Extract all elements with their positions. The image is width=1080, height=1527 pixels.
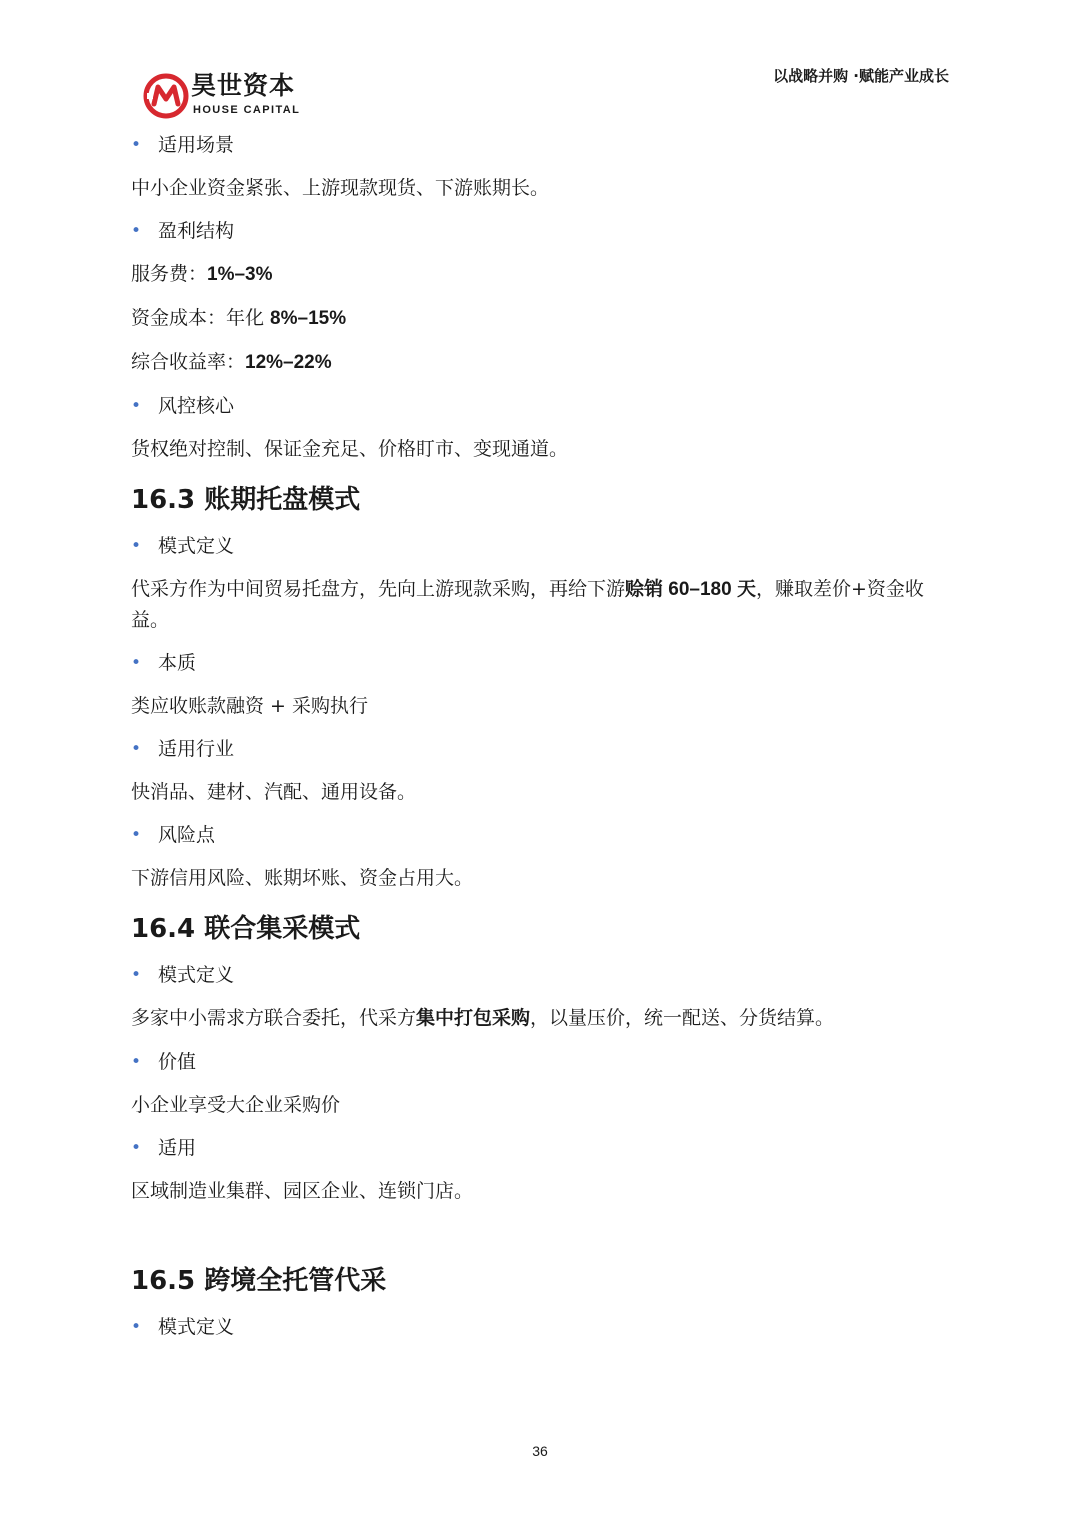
bullet-nature (131, 648, 951, 678)
bullet-dot-icon: • (131, 825, 142, 845)
profit-capital-cost: 资金成本：年化 8%–15% (131, 307, 347, 329)
bullet-dot-icon: • (131, 221, 142, 241)
bullet-dot-icon: • (131, 965, 142, 985)
bullet-label: 适用行业 (158, 738, 235, 760)
page-number: 36 (532, 1443, 548, 1459)
emphasis-text: 赊销 60–180 天 (625, 579, 756, 600)
bullet-label: 模式定义 (158, 1316, 235, 1338)
industry-text: 快消品、建材、汽配、通用设备。 (131, 781, 417, 803)
definition-text: 代采方作为中间贸易托盘方，先向上游现款采购，再给下游赊销 60–180 天，赚取差价+资金收益。 (131, 578, 924, 631)
profit-value: 12%–22% (245, 352, 332, 373)
apply-text: 区域制造业集群、园区企业、连锁门店。 (131, 1180, 474, 1202)
bullet-dot-icon: • (131, 653, 142, 673)
bullet-dot-icon: • (131, 135, 142, 155)
risk-core-text: 货权绝对控制、保证金充足、价格盯市、变现通道。 (131, 438, 569, 460)
risk-points-text: 下游信用风险、账期坏账、资金占用大。 (131, 867, 474, 889)
logo-chinese-name: 昊世资本 (191, 71, 296, 100)
bullet-label: 盈利结构 (158, 220, 235, 242)
bullet-definition (131, 531, 951, 561)
section-heading-16-3: 16.3 账期托盘模式 (131, 485, 361, 515)
bullet-risk-points (131, 820, 951, 850)
nature-text: 类应收账款融资 + 采购执行 (131, 695, 368, 717)
bullet-profit (131, 216, 951, 246)
bullet-scene (131, 130, 951, 160)
bullet-dot-icon: • (131, 1138, 142, 1158)
bullet-dot-icon: • (131, 739, 142, 759)
section-heading-16-5: 16.5 跨境全托管代采 (131, 1266, 387, 1296)
section-heading-16-4: 16.4 联合集采模式 (131, 914, 361, 944)
bullet-industry (131, 734, 951, 764)
bullet-label: 模式定义 (158, 964, 235, 986)
definition-text: 多家中小需求方联合委托，代采方集中打包采购，以量压价，统一配送、分货结算。 (131, 1007, 835, 1029)
document-body (131, 130, 951, 1342)
value-text: 小企业享受大企业采购价 (131, 1094, 341, 1116)
profit-service-fee: 服务费：1%–3% (131, 263, 273, 285)
logo-english-name: HOUSE CAPITAL (193, 104, 301, 116)
header-tagline: 以战略并购 ·赋能产业成长 (773, 67, 949, 85)
bullet-dot-icon: • (131, 396, 142, 416)
company-logo (143, 71, 313, 119)
emphasis-text: 集中打包采购 (416, 1008, 531, 1029)
bullet-label: 适用场景 (158, 134, 235, 156)
house-capital-logo-icon (143, 73, 189, 119)
bullet-value (131, 1047, 951, 1077)
profit-overall-yield: 综合收益率：12%–22% (131, 351, 332, 373)
bullet-dot-icon: • (131, 536, 142, 556)
bullet-dot-icon: • (131, 1317, 142, 1337)
scene-text: 中小企业资金紧张、上游现款现货、下游账期长。 (131, 177, 550, 199)
bullet-apply (131, 1133, 951, 1163)
bullet-definition (131, 960, 951, 990)
bullet-label: 模式定义 (158, 535, 235, 557)
bullet-label: 本质 (158, 652, 197, 674)
bullet-label: 风控核心 (158, 395, 235, 417)
bullet-label: 适用 (158, 1137, 197, 1159)
bullet-definition (131, 1312, 951, 1342)
bullet-risk-core (131, 391, 951, 421)
bullet-label: 价值 (158, 1051, 197, 1073)
profit-value: 1%–3% (207, 264, 273, 285)
bullet-label: 风险点 (158, 824, 216, 846)
profit-value: 8%–15% (270, 308, 347, 329)
bullet-dot-icon: • (131, 1052, 142, 1072)
